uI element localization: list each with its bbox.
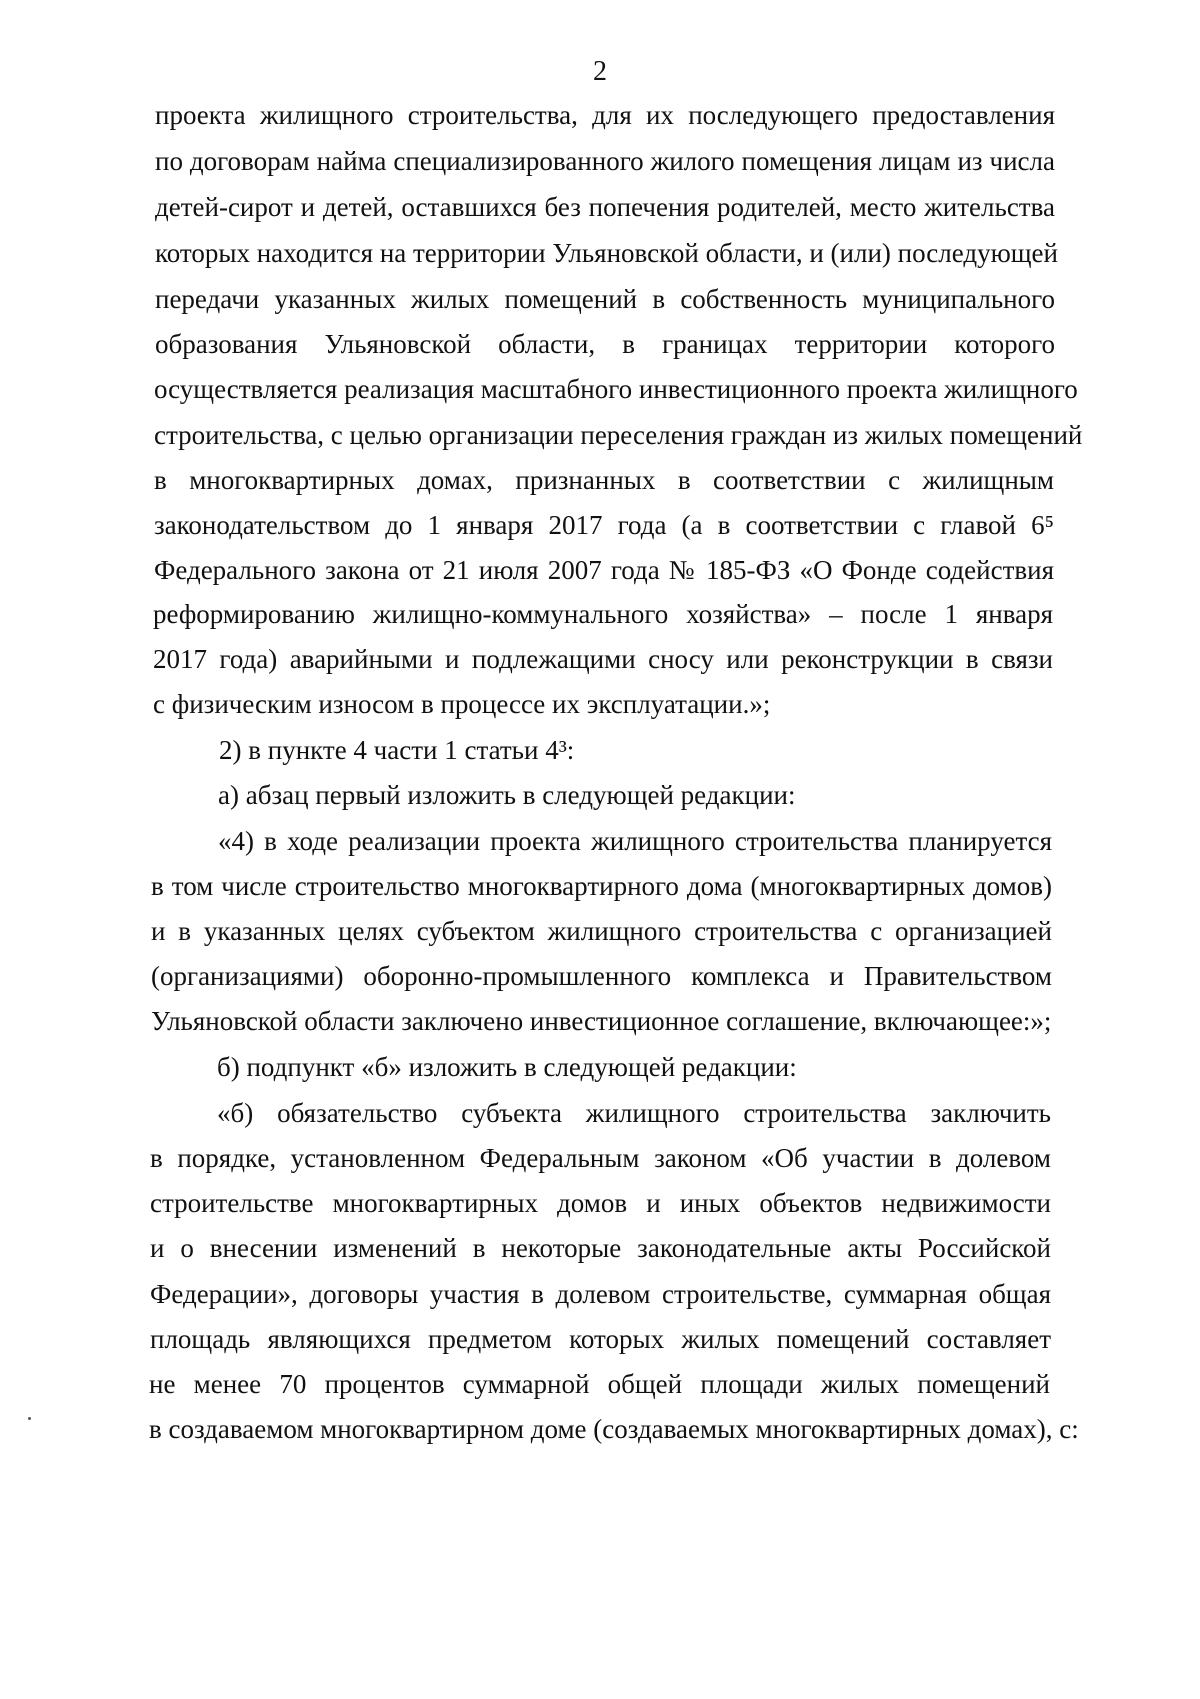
text-line: Федерации», договоры участия в долевом строительстве, суммарная общая <box>150 1279 1051 1309</box>
scan-speck <box>28 1417 31 1420</box>
text-line: и в указанных целях субъектом жилищного строительства с организацией <box>151 916 1052 946</box>
text-line: в создаваемом многоквартирном доме (создаваемых многоквартирных домах), с: <box>149 1414 1079 1444</box>
text-line: Федерального закона от 21 июля 2007 года № 185-ФЗ «О Фонде содействия <box>154 555 1054 585</box>
text-line: детей-сирот и детей, оставшихся без попечения родителей, место жительства <box>155 192 1055 222</box>
text-line: строительстве многоквартирных домов и иных объектов недвижимости <box>150 1188 1051 1218</box>
text-line: «4) в ходе реализации проекта жилищного строительства планируется <box>218 826 1052 856</box>
text-line: 2) в пункте 4 части 1 статьи 4³: <box>219 735 575 765</box>
text-line: 2017 года) аварийными и подлежащими сносу или реконструкции в связи <box>153 644 1053 674</box>
text-line: передачи указанных жилых помещений в собственность муниципального <box>155 284 1055 314</box>
text-line: площадь являющихся предметом которых жилых помещений составляет <box>150 1324 1051 1354</box>
text-line: строительства, с целью организации переселения граждан из жилых помещений <box>154 420 1083 450</box>
text-line: в многоквартирных домах, признанных в соответствии с жилищным <box>154 465 1054 495</box>
text-line: (организациями) оборонно-промышленного комплекса и Правительством <box>151 961 1052 991</box>
text-line: не менее 70 процентов суммарной общей площади жилых помещений <box>149 1369 1050 1399</box>
text-line: с физическим износом в процессе их эксплуатации.»; <box>153 689 771 719</box>
text-line: а) абзац первый изложить в следующей редакции: <box>218 780 796 810</box>
text-line: реформированию жилищно-коммунального хозяйства» – после 1 января <box>153 599 1053 629</box>
text-line: в том числе строительство многоквартирного дома (многоквартирных домов) <box>151 871 1052 901</box>
text-line: по договорам найма специализированного жилого помещения лицам из числа <box>155 146 1055 176</box>
text-line: и о внесении изменений в некоторые законодательные акты Российской <box>150 1233 1051 1263</box>
text-line: образования Ульяновской области, в границах территории которого <box>155 329 1055 359</box>
text-line: б) подпункт «б» изложить в следующей редакции: <box>217 1052 797 1082</box>
text-line: которых находится на территории Ульяновской области, и (или) последующей <box>155 238 1058 268</box>
text-line: Ульяновской области заключено инвестиционное соглашение, включающее:»; <box>151 1006 1052 1036</box>
page-number: 2 <box>593 56 607 87</box>
text-line: «б) обязательство субъекта жилищного строительства заключить <box>217 1098 1051 1128</box>
text-line: законодательством до 1 января 2017 года (а в соответствии с главой 6⁵ <box>154 510 1054 540</box>
text-line: проекта жилищного строительства, для их последующего предоставления <box>155 100 1055 130</box>
text-line: осуществляется реализация масштабного инвестиционного проекта жилищного <box>154 374 1078 404</box>
text-line: в порядке, установленном Федеральным законом «Об участии в долевом <box>150 1143 1051 1173</box>
